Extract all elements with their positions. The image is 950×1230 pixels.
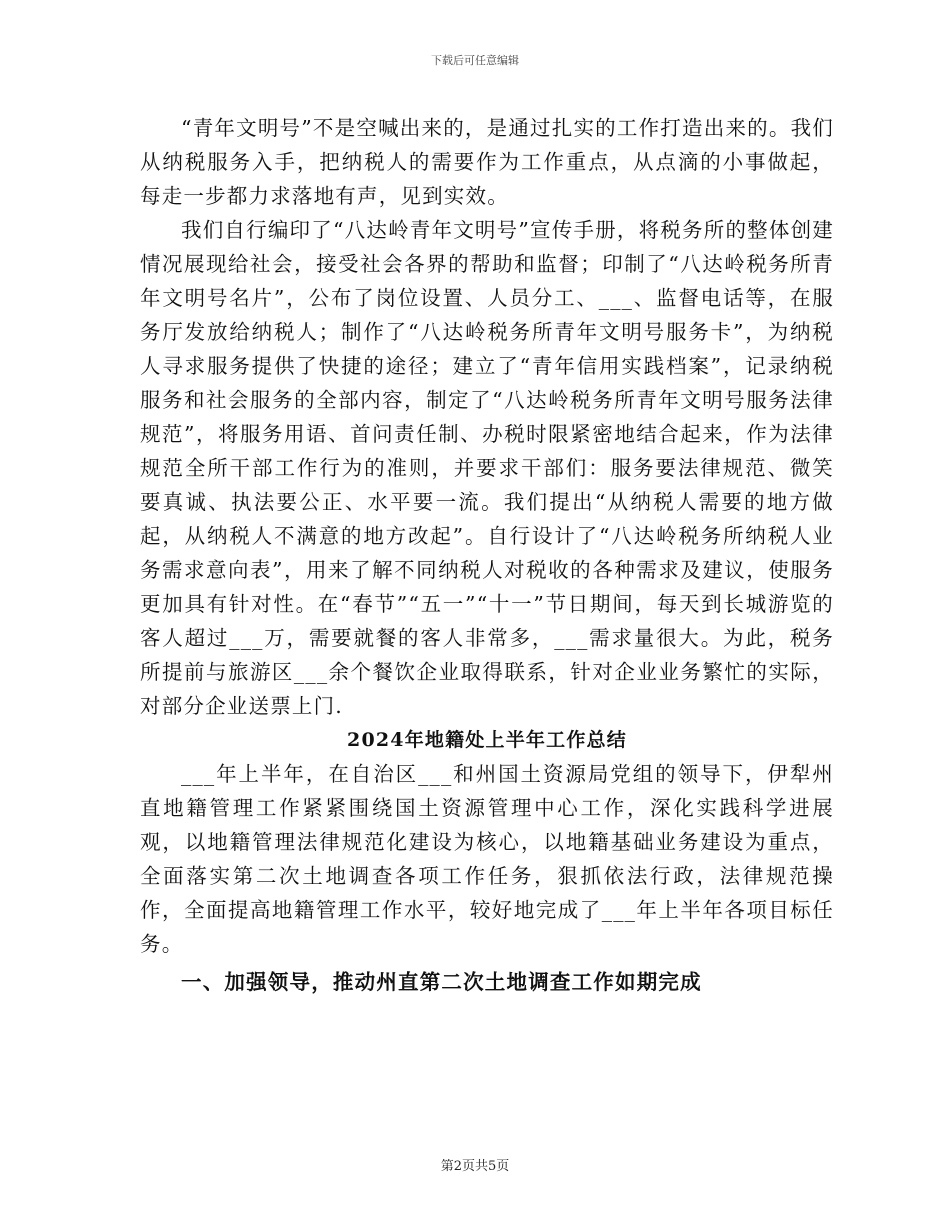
document-body [140, 111, 834, 1003]
page-footer-number: 第2页共5页 [440, 1159, 510, 1174]
paragraph: “青年文明号”不是空喊出来的，是通过扎实的工作打造出来的。我们从纳税服务入手，把纳税人的需要作为工作重点，从点滴的小事做起，每走一步都力求落地有声，见到实效。 [140, 116, 834, 208]
section-heading: 一、加强领导，推动州直第二次土地调查工作如期完成 [181, 970, 702, 994]
page-header-note: 下载后可任意编辑 [431, 54, 519, 67]
paragraph: 我们自行编印了“八达岭青年文明号”宣传手册，将税务所的整体创建情况展现给社会，接受社会各界的帮助和监督；印制了“八达岭税务所青年文明号名片”，公布了岗位设置、人员分工、___、监督电话等，在服务厅发放给纳税人；制作了“八达岭税务所青年文明号服务卡”，为纳税人寻求服务提供了快捷的途径；建立了“青年信用实践档案”，记录纳税服务和社会服务的全部内容，制定了“八达岭税务所青年文明号服务法律规范”，将服务用语、首问责任制、办税时限紧密地结合起来，作为法律规范全所干部工作行为的准则，并要求干部们：服务要法律规范、微笑要真诚、执法要公正、水平要一流。我们提出“从纳税人需要的地方做起，从纳税人不满意的地方改起”。自行设计了“八达岭税务所纳税人业务需求意向表”，用来了解不同纳税人对税收的各种需求及建议，使服务更加具有针对性。在“春节”“五一”“十一”节日期间，每天到长城游览的客人超过___万，需要就餐的客人非常多，___需求量很大。为此，税务所提前与旅游区___余个餐饮企业取得联系，针对企业业务繁忙的实际，对部分企业送票上门. [140, 218, 834, 718]
paragraph: ___年上半年，在自治区___和州国土资源局党组的领导下，伊犁州直地籍管理工作紧紧围绕国土资源管理中心工作，深化实践科学进展观，以地籍管理法律规范化建设为核心，以地籍基础业务建设为重点，全面落实第二次土地调查各项工作任务，狠抓依法行政，法律规范操作，全面提高地籍管理工作水平，较好地完成了___年上半年各项目标任务。 [140, 762, 834, 956]
document-title: 2024年地籍处上半年工作总结 [347, 729, 627, 751]
